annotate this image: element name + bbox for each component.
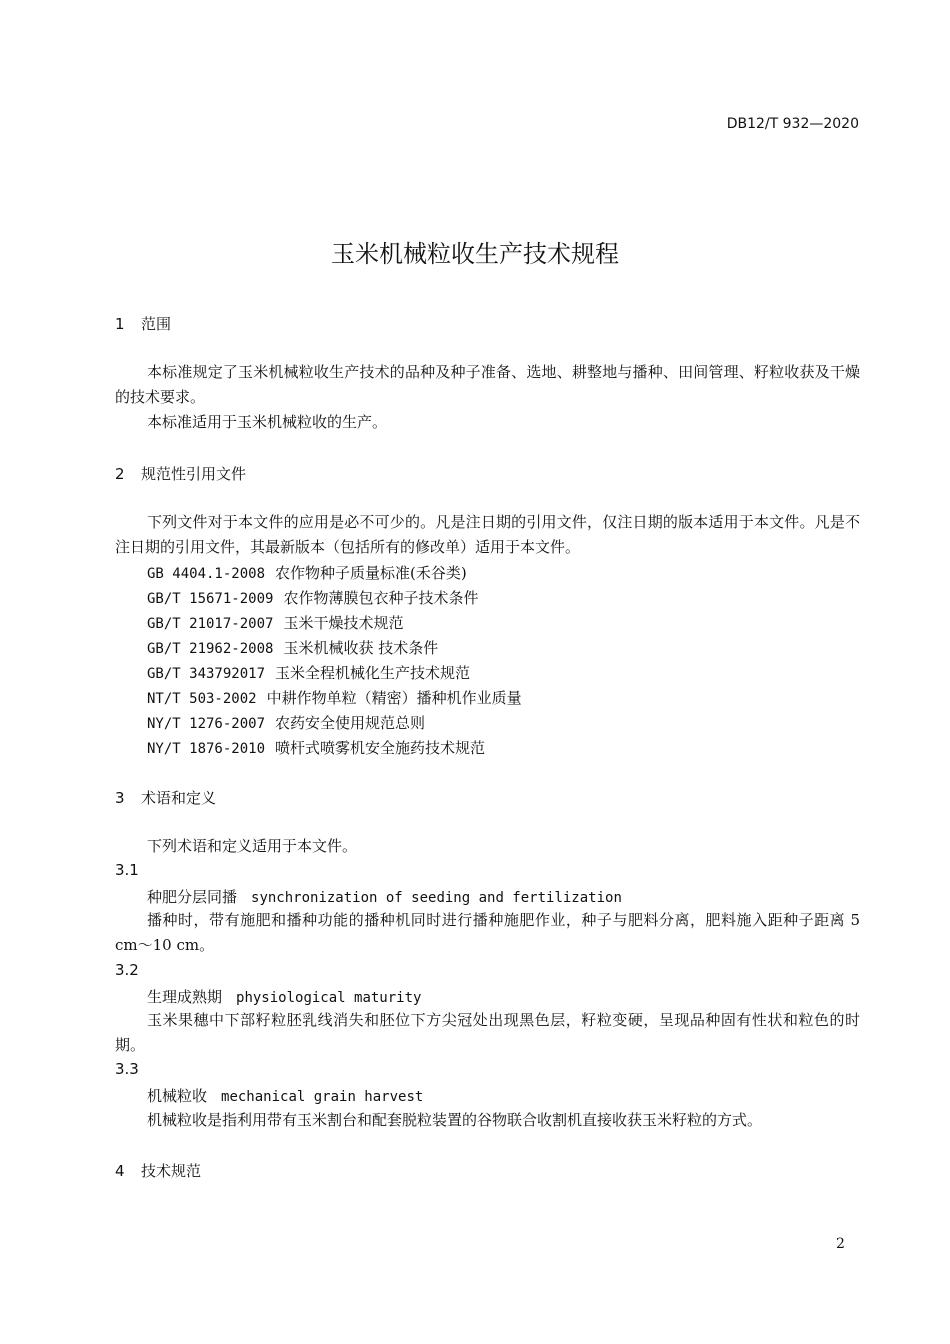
term-heading xyxy=(147,986,421,1007)
document-title: 玉米机械粒收生产技术规程 xyxy=(331,240,619,268)
term-number: 3.2 xyxy=(115,961,139,979)
term-heading xyxy=(147,886,622,907)
term-number: 3.1 xyxy=(115,861,139,879)
section-title: 术语和定义 xyxy=(141,789,217,807)
reference-name: 玉米机械收获 技术条件 xyxy=(283,639,439,657)
reference-code: GB/T 21962-2008 xyxy=(147,641,274,657)
term-definition: 机械粒收是指利用带有玉米割台和配套脱粒装置的谷物联合收割机直接收获玉米籽粒的方式。 xyxy=(147,1111,763,1129)
reference-name: 农作物种子质量标准(禾谷类) xyxy=(275,564,467,582)
term-definition: 玉米果穗中下部籽粒胚乳线消失和胚位下方尖冠处出现黑色层，籽粒变硬，呈现品种固有性状和粒色的时期。 xyxy=(115,1011,860,1054)
reference-name: 农作物薄膜包衣种子技术条件 xyxy=(283,589,479,607)
paragraph: 下列文件对于本文件的应用是必不可少的。凡是注日期的引用文件，仅注日期的版本适用于本文件。凡是不注日期的引用文件，其最新版本（包括所有的修改单）适用于本文件。 xyxy=(115,513,860,556)
reference-code: GB 4404.1-2008 xyxy=(147,566,266,582)
reference-code: NY/T 1876-2010 xyxy=(147,741,266,757)
term-definition: 播种时，带有施肥和播种功能的播种机同时进行播种施肥作业，种子与肥料分离，肥料施入距种子距离 5 cm～10 cm。 xyxy=(115,911,860,954)
reference-item xyxy=(147,562,467,583)
paragraph: 本标准规定了玉米机械粒收生产技术的品种及种子准备、选地、耕整地与播种、田间管理、籽粒收获及干燥的技术要求。 xyxy=(115,363,860,406)
term-number: 3.3 xyxy=(115,1060,139,1078)
section-number: 3 xyxy=(115,789,125,807)
reference-code: NT/T 503-2002 xyxy=(147,691,257,707)
section-heading-1 xyxy=(115,313,171,334)
reference-item xyxy=(147,737,485,758)
term-en: synchronization of seeding and fertilization xyxy=(251,890,622,906)
reference-item xyxy=(147,612,403,633)
term-zh: 种肥分层同播 xyxy=(147,888,238,906)
reference-name: 玉米全程机械化生产技术规范 xyxy=(275,664,471,682)
reference-name: 中耕作物单粒（精密）播种机作业质量 xyxy=(266,689,522,707)
section-number: 1 xyxy=(115,315,125,333)
paragraph: 本标准适用于玉米机械粒收的生产。 xyxy=(147,413,388,431)
reference-name: 农药安全使用规范总则 xyxy=(275,714,426,732)
section-number: 2 xyxy=(115,465,125,483)
reference-name: 喷杆式喷雾机安全施药技术规范 xyxy=(275,739,486,757)
section-heading-4 xyxy=(115,1160,201,1181)
section-heading-3 xyxy=(115,787,216,808)
reference-code: GB/T 15671-2009 xyxy=(147,591,274,607)
section-title: 范围 xyxy=(141,315,172,333)
section-title: 技术规范 xyxy=(141,1162,202,1180)
term-en: mechanical grain harvest xyxy=(221,1089,424,1105)
reference-code: GB/T 343792017 xyxy=(147,666,266,682)
term-en: physiological maturity xyxy=(236,990,422,1006)
reference-name: 玉米干燥技术规范 xyxy=(283,614,404,632)
paragraph: 下列术语和定义适用于本文件。 xyxy=(147,837,358,855)
term-heading xyxy=(147,1085,423,1106)
standard-code: DB12/T 932—2020 xyxy=(726,116,859,132)
reference-item xyxy=(147,687,522,708)
reference-code: NY/T 1276-2007 xyxy=(147,716,266,732)
reference-item xyxy=(147,637,438,658)
section-heading-2 xyxy=(115,463,246,484)
section-title: 规范性引用文件 xyxy=(141,465,247,483)
reference-item xyxy=(147,662,470,683)
reference-code: GB/T 21017-2007 xyxy=(147,616,274,632)
term-zh: 机械粒收 xyxy=(147,1087,208,1105)
reference-item xyxy=(147,587,478,608)
section-number: 4 xyxy=(115,1162,125,1180)
page-number: 2 xyxy=(836,1236,845,1252)
term-zh: 生理成熟期 xyxy=(147,988,223,1006)
reference-item xyxy=(147,712,425,733)
